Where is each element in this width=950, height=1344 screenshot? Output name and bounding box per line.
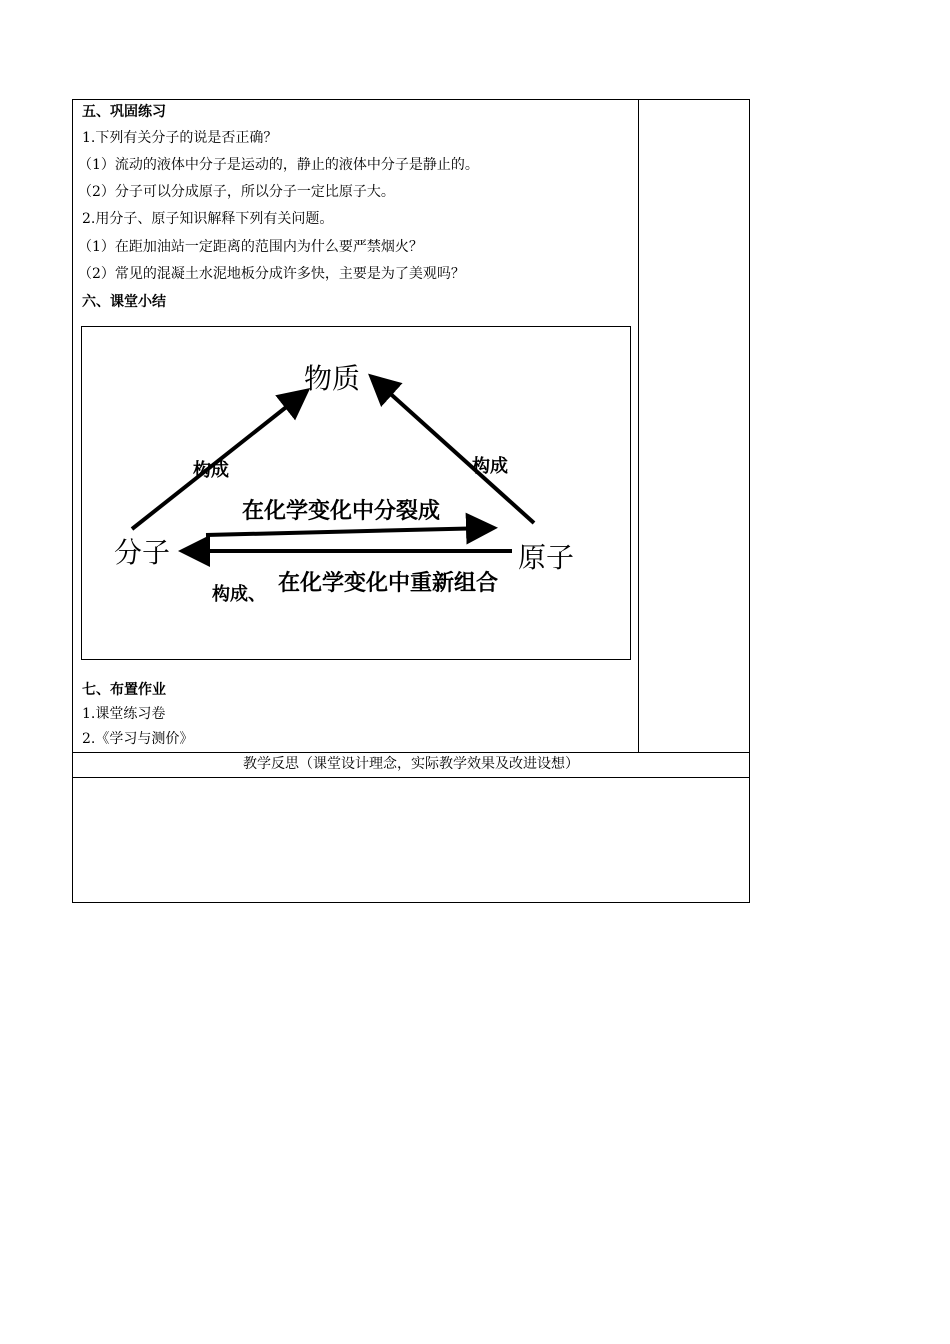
label-bottom-prefix: 构成、	[212, 584, 266, 605]
label-recombine: 在化学变化中重新组合	[278, 571, 499, 596]
summary-heading: 六、课堂小结	[82, 294, 166, 310]
homework-heading: 七、布置作业	[82, 682, 166, 698]
question-1-b: （2）分子可以分成原子，所以分子一定比原子大。	[78, 184, 395, 200]
reflection-title: 教学反思（课堂设计理念，实际教学效果及改进设想）	[243, 756, 579, 772]
label-split: 在化学变化中分裂成	[242, 499, 441, 524]
column-divider	[638, 99, 639, 752]
question-1-a: （1）流动的液体中分子是运动的，静止的液体中分子是静止的。	[78, 157, 479, 173]
label-matter: 物质	[304, 362, 361, 395]
question-2-b: （2）常见的混凝土水泥地板分成许多快，主要是为了美观吗？	[78, 266, 465, 282]
label-right-compose: 构成	[472, 456, 508, 477]
label-atom: 原子	[518, 541, 575, 574]
homework-item-1: 1.课堂练习卷	[82, 706, 166, 722]
summary-diagram	[81, 326, 631, 660]
question-1: 1.下列有关分子的说是否正确？	[82, 130, 278, 146]
homework-item-2: 2.《学习与测价》	[82, 731, 194, 747]
row-divider-bottom	[72, 777, 750, 778]
arrow-molecule-to-atom	[206, 528, 490, 535]
label-left-compose: 构成	[193, 460, 229, 481]
practice-heading: 五、巩固练习	[82, 104, 166, 120]
lesson-plan-table	[72, 99, 750, 903]
label-molecule: 分子	[114, 536, 171, 569]
question-2-a: （1）在距加油站一定距离的范围内为什么要严禁烟火？	[78, 239, 423, 255]
row-divider-top	[72, 752, 750, 753]
question-2: 2.用分子、原子知识解释下列有关问题。	[82, 211, 334, 227]
